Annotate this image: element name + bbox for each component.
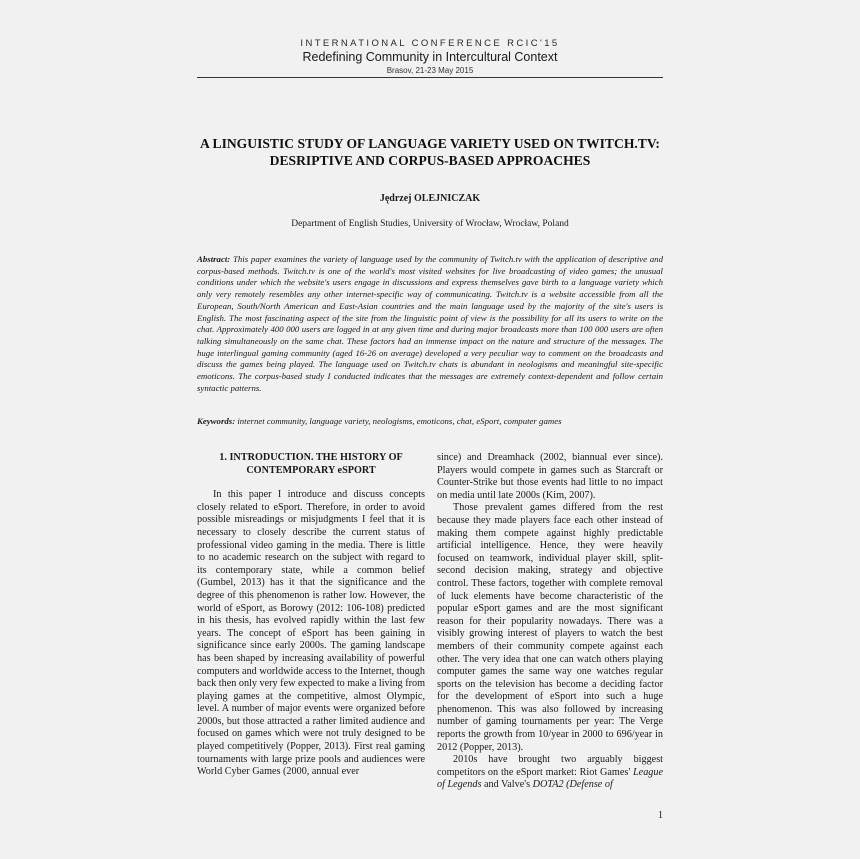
- paper-title: A LINGUISTIC STUDY OF LANGUAGE VARIETY USED ON TWITCH.TV: DESRIPTIVE AND CORPUS-BASED APPROACHES: [200, 136, 660, 168]
- section-heading: 1. INTRODUCTION. THE HISTORY OF CONTEMPORARY eSPORT: [219, 452, 403, 476]
- paragraph-text: (Defense of: [566, 779, 613, 791]
- keywords-label: Keywords:: [197, 416, 236, 426]
- paragraph: Those prevalent games differed from the rest because they made players face each other instead of making them compete against highly predictable artificial intelligence. Hence, they were heavily focused on teamwork, individual player skill, split-second decision making, strategy and objective control. These factors, together with complete removal of luck elements have become characteristic of the popular eSport games and are the most significant reason for their popularity nowadays. There was a visibly growing interest of players to watch the best members of their community compete against each other. The very idea that one can watch others playing computer games the same way one watches regular sports on the television has become a deciding factor for the development of eSport into such a huge phenomenon. This was also followed by increasing number of gaming tournaments per year: The Verge reports the growth from 10/year in 2000 to 696/year in 2012 (Popper, 2013).: [437, 502, 663, 753]
- conference-header: [197, 38, 663, 76]
- paragraph-text: and Valve's: [483, 779, 531, 791]
- conference-name: INTERNATIONAL CONFERENCE RCIC'15: [300, 38, 560, 49]
- keywords: [197, 415, 663, 427]
- paragraph: In this paper I introduce and discuss concepts closely related to eSport. Therefore, in order to avoid possible misreadings or misjudgments I feel that it is necessary to closely describe the current status of professional video gaming in the media. There is little to no academic research on the subject with regard to its contemporary state, while a common belief (Gumbel, 2013) has it that the significance and the degree of this phenomenon is rather low. However, the world of eSport, as Borowy (2012: 106-108) predicted in his thesis, has evolved rapidly within the last few years. The concept of eSport has been gaining in significance since early 2000s. The gaming landscape has been shaped by increasing availability of powerful computers and worldwide access to the Internet, though back then only very few expected to make a living from playing games at the competitive, almost Olympic, level. A number of major events were organized before 2000s, but those attracted a rather limited audience and focused on games which were not truly designed to be played competitively (Popper, 2013). First real gaming tournaments with large prize pools and audiences were World Cyber Games (2000, annual ever: [197, 489, 426, 778]
- right-column: [437, 452, 663, 792]
- game-title: League of Legends: [437, 766, 663, 791]
- author-affiliation: Department of English Studies, University of Wrocław, Wrocław, Poland: [291, 219, 569, 229]
- conference-place-date: Brasov, 21-23 May 2015: [386, 66, 474, 75]
- left-column: [197, 452, 425, 779]
- abstract: [197, 254, 663, 394]
- header-divider: [197, 77, 663, 78]
- keywords-text: internet community, language variety, neologisms, emoticons, chat, eSport, computer games: [237, 416, 562, 426]
- abstract-label: Abstract:: [197, 254, 231, 264]
- game-title: DOTA2: [532, 779, 564, 791]
- abstract-text: This paper examines the variety of language used by the community of Twitch.tv with the application of descriptive and corpus-based methods. Twitch.tv is one of the world's most visited websites for live broadcasting of video games; the unusual conditions under which the website's users engage in discussions and express themselves gave birth to a language variety which only very remotely resembles any other internet-specific way of communicating. Twitch.tv is a website accessible from all the European, South/North American and East-Asian countries and the main language used by the majority of the site's users is English. The most fascinating aspect of the site from the linguistic point of view is the possibility for all its users to write on the chat. Approximately 400 000 users are logged in at any given time and during major broadcasts more than 100 000 users are often talking simultaneously on the same chat. These factors had an immense impact on the nature and structure of the messages. The huge interlingual gaming community (aged 16-26 on average) developed a very peculiar way to comment on the broadcasts and discuss the games being played. The language used on Twitch.tv chats is abundant in neologisms and meaningful site-specific emoticons. The corpus-based study I conducted indicates that the messages are extremely context-dependent and follow certain syntactic patterns.: [197, 254, 663, 393]
- paragraph-text: 2010s have brought two arguably biggest competitors on the eSport market: Riot Games': [437, 754, 663, 778]
- paragraph: since) and Dreamhack (2002, biannual ever since). Players would compete in games such as Starcraft or Counter-Strike but those events had little to no impact on media until late 2000s (Kim, 2007).: [437, 452, 663, 501]
- paragraph: [437, 754, 663, 792]
- conference-theme: Redefining Community in Intercultural Context: [302, 50, 558, 64]
- author-name: Jędrzej OLEJNICZAK: [379, 193, 481, 204]
- page-number: 1: [658, 810, 663, 821]
